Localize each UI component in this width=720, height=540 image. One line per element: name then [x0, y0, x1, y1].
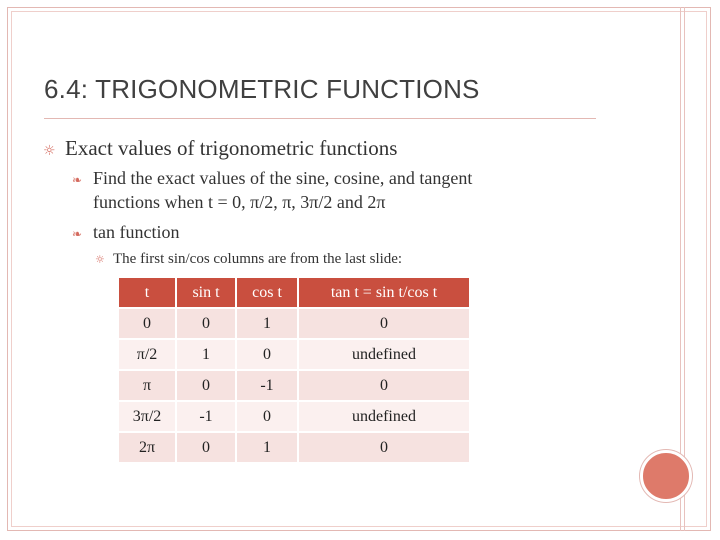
bullet-level2-continuation: [93, 192, 385, 213]
table-cell: 0: [236, 339, 298, 370]
table-cell: 0: [176, 308, 236, 339]
table-cell: undefined: [298, 401, 470, 432]
trig-values-table: [117, 276, 471, 464]
table-cell: 0: [298, 370, 470, 401]
decorative-vertical-line: [680, 7, 681, 531]
bullet-text: The first sin/cos columns are from the last slide:: [113, 251, 403, 267]
table-header-cell: t: [118, 277, 176, 308]
table-cell: 0: [236, 401, 298, 432]
decorative-circle: [640, 450, 692, 502]
decorative-vertical-line: [684, 7, 685, 531]
table-cell: 1: [236, 432, 298, 463]
sun-bullet-icon: ☼: [95, 253, 105, 266]
bullet-level2: [72, 168, 472, 189]
table-header-cell: tan t = sin t/cos t: [298, 277, 470, 308]
wing-bullet-icon: ❧: [72, 173, 83, 187]
table-cell: 0: [298, 308, 470, 339]
table-cell: 0: [176, 432, 236, 463]
table-row: [118, 370, 470, 401]
table-cell: 0: [176, 370, 236, 401]
table-header-cell: sin t: [176, 277, 236, 308]
bullet-level3: [95, 251, 402, 268]
title-underline: [44, 118, 596, 119]
table-row: [118, 401, 470, 432]
table-cell: 2π: [118, 432, 176, 463]
table-cell: 0: [298, 432, 470, 463]
table-cell: π/2: [118, 339, 176, 370]
table-cell: -1: [176, 401, 236, 432]
table-row: [118, 339, 470, 370]
wing-bullet-icon: ❧: [72, 227, 83, 241]
bullet-text: functions when t = 0, π/2, π, 3π/2 and 2π: [93, 192, 386, 212]
bullet-level1: [43, 136, 397, 161]
table-row: [118, 308, 470, 339]
table-row: [118, 432, 470, 463]
bullet-text: Find the exact values of the sine, cosine, and tangent: [93, 168, 473, 188]
table-cell: 3π/2: [118, 401, 176, 432]
table-header-cell: cos t: [236, 277, 298, 308]
table-cell: undefined: [298, 339, 470, 370]
table-cell: 1: [176, 339, 236, 370]
table-cell: 1: [236, 308, 298, 339]
bullet-level2: [72, 222, 179, 243]
table-cell: 0: [118, 308, 176, 339]
bullet-text: tan function: [93, 222, 180, 242]
bullet-text: Exact values of trigonometric functions: [65, 136, 398, 160]
table-header-row: [118, 277, 470, 308]
slide-title: 6.4: TRIGONOMETRIC FUNCTIONS: [44, 74, 480, 104]
table-cell: π: [118, 370, 176, 401]
sun-bullet-icon: ☼: [43, 143, 56, 159]
table-cell: -1: [236, 370, 298, 401]
